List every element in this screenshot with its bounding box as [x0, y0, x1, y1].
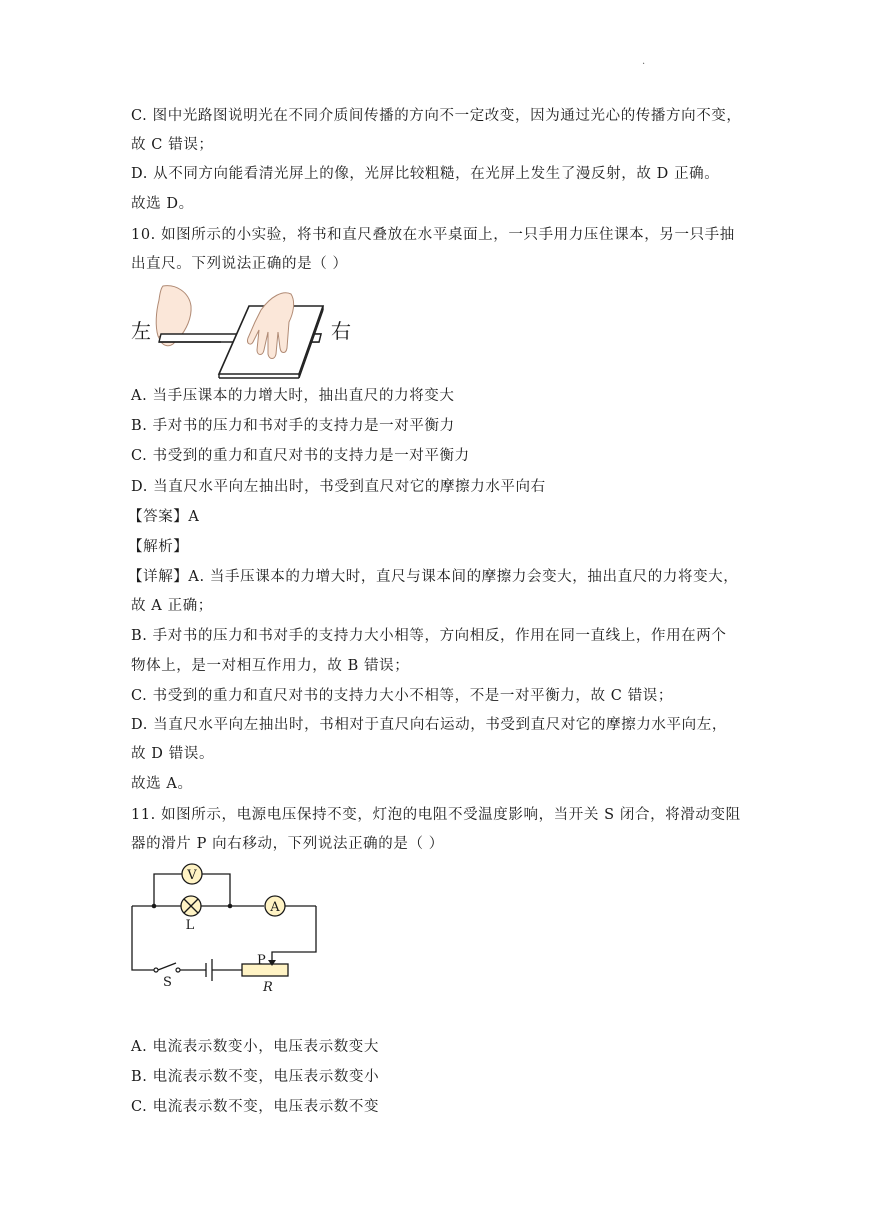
q10-detail-line8: 故选 A。: [131, 776, 193, 792]
q10-detail-line4: 物体上，是一对相互作用力，故 B 错误；: [131, 658, 410, 674]
q10-option-a: A. 当手压课本的力增大时，抽出直尺的力将变大: [131, 388, 455, 404]
q9-option-d: D. 从不同方向能看清光屏上的像，光屏比较粗糙，在光屏上发生了漫反射，故 D 正确。: [131, 166, 720, 182]
q10-detail-line6: D. 当直尺水平向左抽出时，书相对于直尺向右运动，书受到直尺对它的摩擦力水平向左，: [131, 717, 727, 733]
q10-stem-line1: 10. 如图所示的小实验，将书和直尺叠放在水平桌面上，一只手用力压住课本，另一只手抽: [131, 227, 735, 243]
lamp-label: L: [185, 918, 195, 933]
svg-text:V: V: [187, 868, 197, 883]
q10-option-c: C. 书受到的重力和直尺对书的支持力是一对平衡力: [131, 448, 470, 464]
q10-analysis-title: 【解析】: [128, 539, 189, 555]
q10-detail-line1: 【详解】A. 当手压课本的力增大时，直尺与课本间的摩擦力会变大，抽出直尺的力将变大，: [128, 569, 739, 585]
q10-option-d: D. 当直尺水平向左抽出时，书受到直尺对它的摩擦力水平向右: [131, 479, 546, 495]
lamp-icon: [181, 896, 201, 916]
slider-label: P: [257, 953, 266, 968]
q9-choose: 故选 D。: [131, 196, 194, 212]
ammeter-icon: [265, 896, 285, 916]
q10-stem-line2: 出直尺。下列说法正确的是（ ）: [131, 256, 348, 272]
q10-option-b: B. 手对书的压力和书对手的支持力是一对平衡力: [131, 418, 455, 434]
q9-option-c-line2: 故 C 错误；: [131, 137, 214, 153]
q10-detail-line5: C. 书受到的重力和直尺对书的支持力大小不相等，不是一对平衡力，故 C 错误；: [131, 688, 674, 704]
q10-answer: 【答案】A: [128, 509, 200, 525]
q9-option-c-line1: C. 图中光路图说明光在不同介质间传播的方向不一定改变，因为通过光心的传播方向不变，: [131, 108, 742, 124]
voltmeter-icon: [182, 864, 202, 884]
page-mark: .: [642, 56, 646, 67]
switch-label: S: [163, 975, 172, 990]
q11-option-a: A. 电流表示数变小，电压表示数变大: [131, 1039, 379, 1055]
q10-detail-line3: B. 手对书的压力和书对手的支持力大小相等，方向相反，作用在同一直线上，作用在两个: [131, 628, 727, 644]
right-label: 右: [331, 319, 351, 343]
q10-detail-line7: 故 D 错误。: [131, 746, 215, 762]
resistor-label: R: [263, 980, 273, 995]
q11-option-b: B. 电流表示数不变，电压表示数变小: [131, 1069, 380, 1085]
q10-detail-line2: 故 A 正确；: [131, 598, 213, 614]
book-ruler-figure: [131, 282, 356, 382]
svg-text:A: A: [270, 900, 280, 915]
q11-stem-line1: 11. 如图所示，电源电压保持不变，灯泡的电阻不受温度影响，当开关 S 闭合，将滑动变阻: [131, 807, 741, 823]
q11-option-c: C. 电流表示数不变，电压表示数不变: [131, 1099, 380, 1115]
q11-stem-line2: 器的滑片 P 向右移动，下列说法正确的是（ ）: [131, 836, 444, 852]
circuit-diagram: [126, 860, 326, 996]
left-label: 左: [131, 319, 151, 343]
